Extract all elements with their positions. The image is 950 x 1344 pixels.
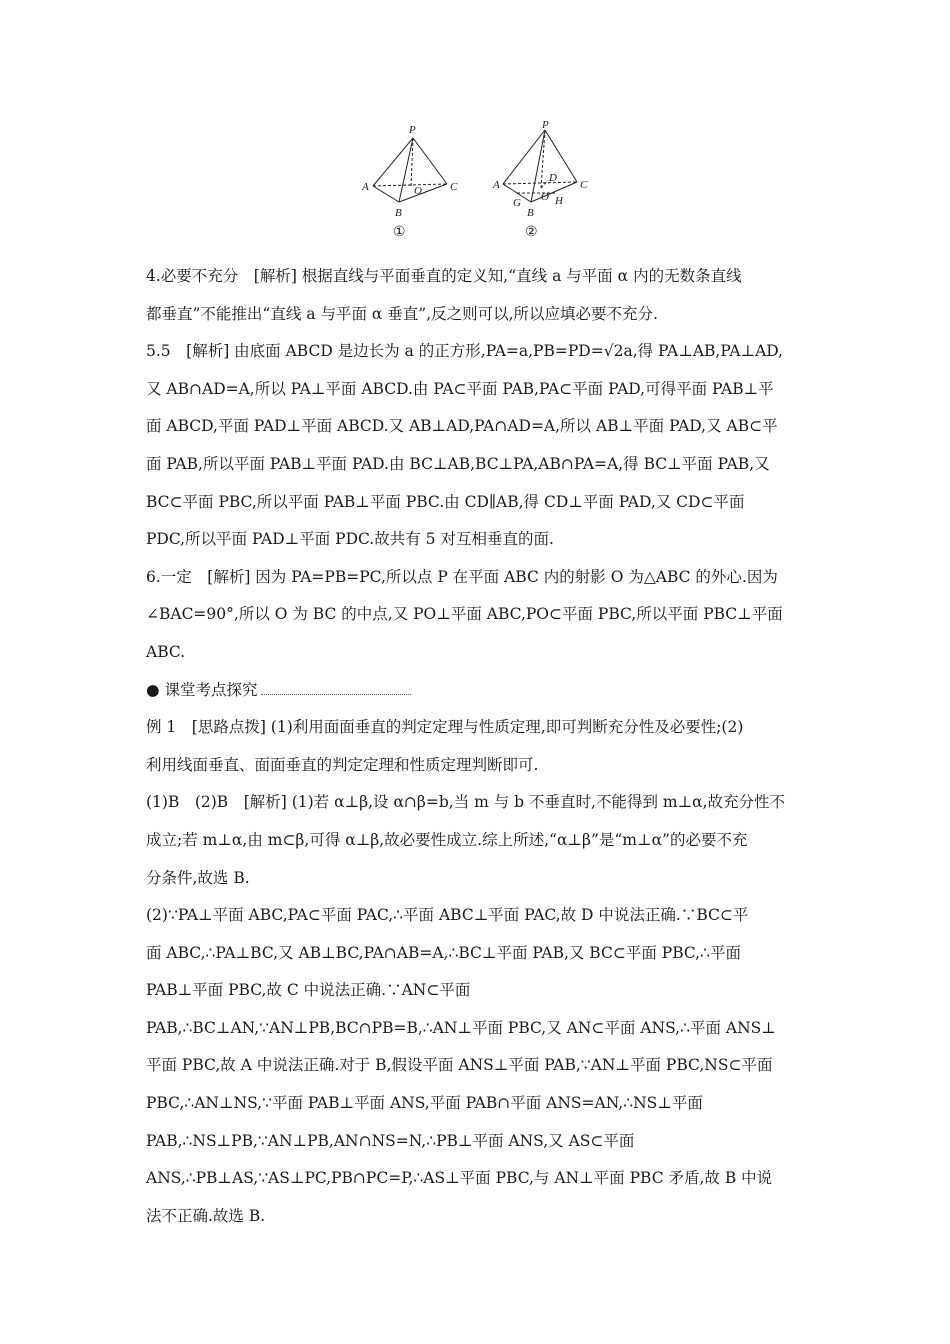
fig1-label-b: B xyxy=(395,207,402,219)
pyramid-diagram xyxy=(355,118,605,243)
fig2-label-h: H xyxy=(555,195,563,207)
fig2-label-a: A xyxy=(493,179,500,191)
text-line: 分条件,故选 B. xyxy=(146,868,250,887)
text-line: 6.一定 [解析] 因为 PA=PB=PC,所以点 P 在平面 ABC 内的射影 O 为△ABC 的外心.因为 xyxy=(146,567,778,586)
text-line: 4.必要不充分 [解析] 根据直线与平面垂直的定义知,“直线 a 与平面 α 内的无数条直线 xyxy=(146,267,742,285)
fig1-label-o: O xyxy=(414,185,422,197)
fig1-label-c: C xyxy=(450,181,458,193)
text-line: 又 AB∩AD=A,所以 PA⊥平面 ABCD.由 PA⊂平面 PAB,PA⊂平面 PAD,可得平面 PAB⊥平 xyxy=(146,379,774,398)
text-line: (2)∵PA⊥平面 ABC,PA⊂平面 PAC,∴平面 ABC⊥平面 PAC,故 D 中说法正确.∵BC⊂平 xyxy=(146,906,749,925)
figure-1 xyxy=(373,138,447,202)
fig1-label-a: A xyxy=(362,181,369,193)
text-line: 法不正确.故选 B. xyxy=(146,1206,266,1225)
text-line: 成立;若 m⊥α,由 m⊂β,可得 α⊥β,故必要性成立.综上所述,“α⊥β”是“m⊥α”的必要不充 xyxy=(146,830,748,849)
section-heading xyxy=(146,672,808,710)
fig2-label-b: B xyxy=(527,207,534,219)
text-line: ANS,∴PB⊥AS,∵AS⊥PC,PB∩PC=P,∴AS⊥平面 PBC,与 AN⊥平面 PBC 矛盾,故 B 中说 xyxy=(146,1169,773,1188)
text-line: 例 1 [思路点拨] (1)利用面面垂直的判定定理与性质定理,即可判断充分性及必要性;(2) xyxy=(146,718,744,737)
text-line: 面 PAB,所以平面 PAB⊥平面 PAD.由 BC⊥AB,BC⊥PA,AB∩PA=A,得 BC⊥平面 PAB,又 xyxy=(146,454,770,473)
text-line: 面 ABC,∴PA⊥BC,又 AB⊥BC,PA∩AB=A,∴BC⊥平面 PAB,又 BC⊂平面 PBC,∴平面 xyxy=(146,943,741,962)
fig2-label-c: C xyxy=(580,179,588,191)
text-line: PAB,∴BC⊥AN,∵AN⊥PB,BC∩PB=B,∴AN⊥平面 PBC,又 AN⊂平面 ANS,∴平面 ANS⊥ xyxy=(146,1018,776,1037)
fig2-label-o: O xyxy=(541,191,549,203)
figure-2 xyxy=(503,130,577,202)
fig2-caption: ② xyxy=(525,225,538,240)
text-line: 面 ABCD,平面 PAD⊥平面 ABCD.又 AB⊥AD,PA∩AD=A,所以 AB⊥平面 PAD,又 AB⊂平 xyxy=(146,417,778,436)
text-line: 5.5 [解析] 由底面 ABCD 是边长为 a 的正方形,PA=a,PB=PD=√2a,得 PA⊥AB,PA⊥AD, xyxy=(146,342,784,361)
text-line: 平面 PBC,故 A 中说法正确.对于 B,假设平面 ANS⊥平面 PAB,∵AN⊥平面 PBC,NS⊂平面 xyxy=(146,1056,773,1075)
text-line: 都垂直”不能推出“直线 a 与平面 α 垂直”,反之则可以,所以应填必要不充分. xyxy=(146,304,658,323)
text-line: PAB,∴NS⊥PB,∵AN⊥PB,AN∩NS=N,∴PB⊥平面 ANS,又 AS⊂平面 xyxy=(146,1131,635,1150)
text-line: BC⊂平面 PBC,所以平面 PAB⊥平面 PBC.由 CD∥AB,得 CD⊥平面 PAD,又 CD⊂平面 xyxy=(146,492,745,511)
dotted-leader xyxy=(261,694,411,695)
solution-text xyxy=(146,258,808,1235)
fig2-label-p: P xyxy=(542,119,549,131)
text-line: ∠BAC=90°,所以 O 为 BC 的中点,又 PO⊥平面 ABC,PO⊂平面 PBC,所以平面 PBC⊥平面 xyxy=(146,605,783,624)
text-line: ABC. xyxy=(146,642,186,661)
text-line: (1)B (2)B [解析] (1)若 α⊥β,设 α∩β=b,当 m 与 b 不垂直时,不能得到 m⊥α,故充分性不 xyxy=(146,793,786,812)
section-heading-label: ● 课堂考点探究 xyxy=(146,680,258,699)
text-line: 利用线面垂直、面面垂直的判定定理和性质定理判断即可. xyxy=(146,755,539,774)
text-line: PBC,∴AN⊥NS,∵平面 PAB⊥平面 ANS,平面 PAB∩平面 ANS=AN,∴NS⊥平面 xyxy=(146,1094,703,1113)
text-line: PAB⊥平面 PBC,故 C 中说法正确.∵AN⊂平面 xyxy=(146,981,471,1000)
fig1-caption: ① xyxy=(393,225,406,240)
text-line: PDC,所以平面 PAD⊥平面 PDC.故共有 5 对互相垂直的面. xyxy=(146,530,554,549)
fig1-label-p: P xyxy=(409,124,416,136)
fig2-label-d: D xyxy=(549,172,557,184)
fig2-label-g: G xyxy=(513,197,521,209)
pyramid-figures xyxy=(355,118,605,243)
